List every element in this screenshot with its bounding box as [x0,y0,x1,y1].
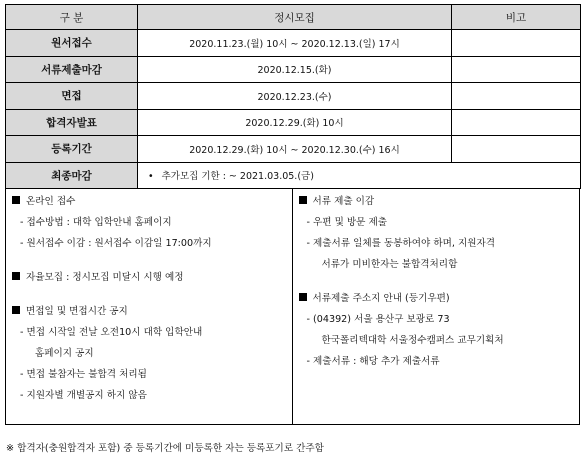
list-item-continuation: 홈페이지 공지 [35,348,94,359]
section-title: 면접일 및 면접시간 공지 [26,306,128,317]
list-item: - (04392) 서울 용산구 보광로 73 [306,314,450,325]
table-row [6,83,581,110]
row-label: 원서접수 [6,30,138,57]
square-bullet-icon [12,196,20,204]
table-header-row [6,5,581,30]
list-item: - 접수방법 : 대학 입학안내 홈페이지 [20,217,172,228]
row-value: 2020.12.29.(화) 10시 [138,109,452,136]
footnote: ※ 합격자(충원합격자 포함) 중 등록기간에 미등록한 자는 등록포기로 간주함 [6,443,324,454]
row-remark [452,83,581,110]
square-bullet-icon [299,293,307,301]
row-value: 2020.12.15.(화) [138,56,452,83]
section-document-deadline [299,192,580,275]
row-label: 면접 [6,83,138,110]
final-deadline-label: 최종마감 [6,162,138,189]
final-deadline-text: 추가모집 기한 : ~ 2021.03.05.(금) [161,171,314,183]
square-bullet-icon [12,306,20,314]
list-item: - 원서접수 이감 : 원서접수 이감일 17:00까지 [20,238,212,249]
row-remark [452,136,581,163]
header-category: 구 분 [6,5,138,30]
left-info-box [6,189,293,424]
final-deadline-row [6,162,581,189]
row-remark [452,30,581,57]
list-item: - 면접 불참자는 불합격 처리됨 [20,369,147,380]
list-item: - 우편 및 방문 제출 [306,217,388,228]
row-remark [452,109,581,136]
section-interview-notice [12,302,292,406]
right-info-box [293,189,580,424]
list-item: - 제출서류 : 해당 추가 제출서류 [306,356,440,367]
final-deadline-value [138,162,581,189]
section-mailing-address [299,289,580,372]
bullet-icon: • [148,171,154,183]
list-item-continuation: 한국폴리텍대학 서울정수캠퍼스 교무기획처 [321,335,504,346]
square-bullet-icon [12,272,20,280]
row-label: 합격자발표 [6,109,138,136]
list-item: - 지원자별 개별공지 하지 않음 [20,390,147,401]
section-online-application [12,192,292,254]
table-row [6,56,581,83]
section-title: 자율모집 : 정시모집 미달시 시행 예정 [26,272,184,283]
table-row [6,136,581,163]
section-title: 온라인 접수 [26,196,76,207]
section-voluntary-recruitment [12,268,292,288]
header-remarks: 비고 [452,5,581,30]
info-boxes [5,189,580,425]
list-item: - 제출서류 일체를 동봉하여야 하며, 지원자격 [306,238,496,249]
list-item-continuation: 서류가 미비한자는 불합격처리함 [321,259,458,270]
row-value: 2020.11.23.(월) 10시 ~ 2020.12.13.(일) 17시 [138,30,452,57]
row-label: 서류제출마감 [6,56,138,83]
table-row [6,30,581,57]
section-title: 서류 제출 이감 [312,196,375,207]
section-title: 서류제출 주소지 안내 (등기우편) [312,293,450,304]
square-bullet-icon [299,196,307,204]
row-value: 2020.12.23.(수) [138,83,452,110]
row-label: 등록기간 [6,136,138,163]
schedule-table [5,4,581,189]
row-value: 2020.12.29.(화) 10시 ~ 2020.12.30.(수) 16시 [138,136,452,163]
table-row [6,109,581,136]
admission-schedule [5,4,580,425]
header-regular-admission: 정시모집 [138,5,452,30]
list-item: - 면접 시작일 전날 오전10시 대학 입학안내 [20,327,203,338]
row-remark [452,56,581,83]
